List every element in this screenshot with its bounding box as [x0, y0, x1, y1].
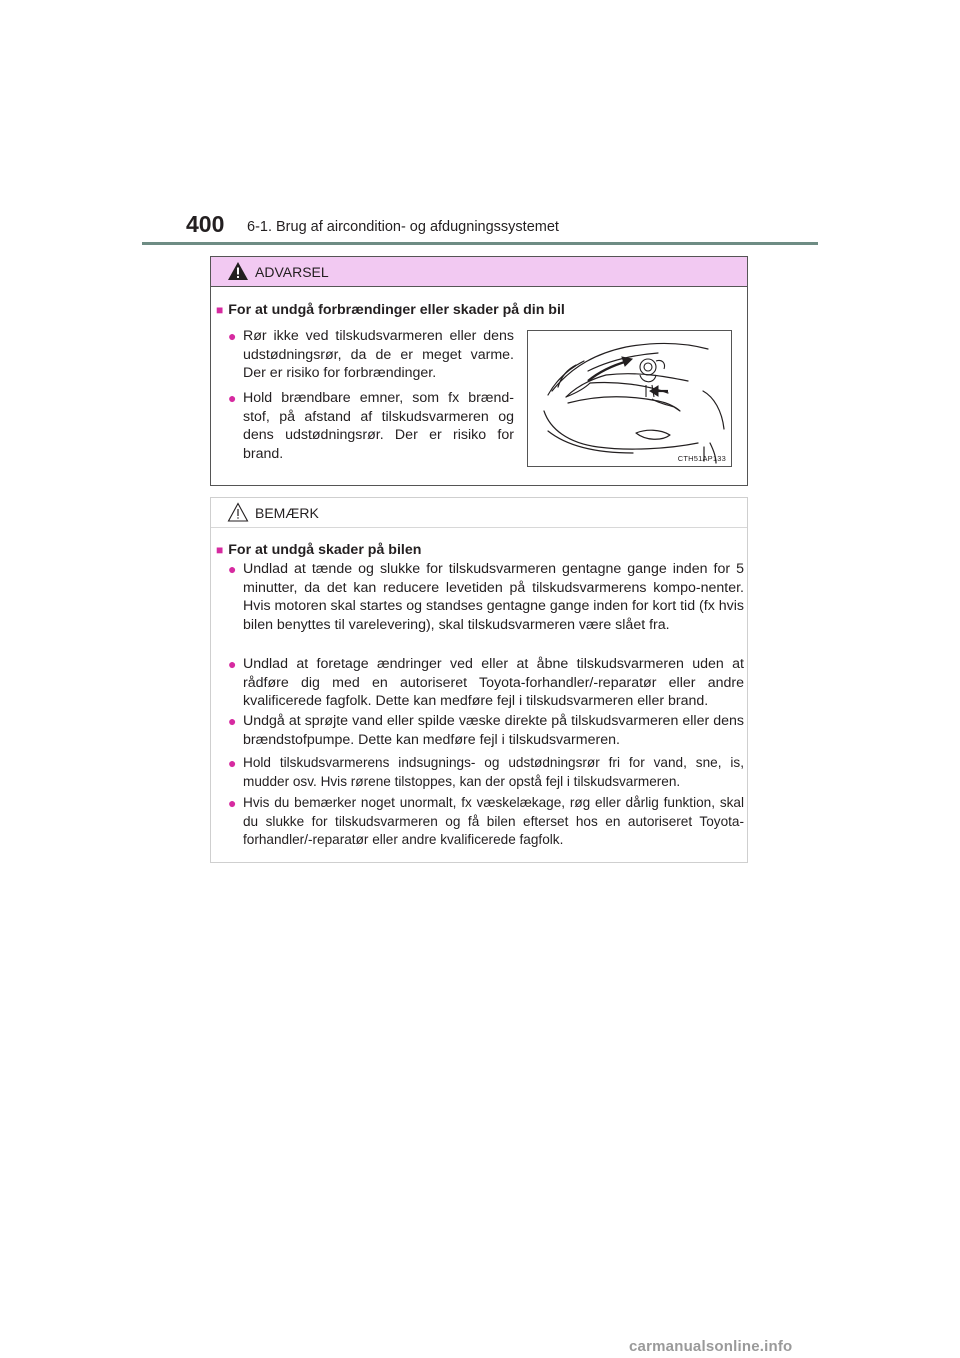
warning-triangle-icon [227, 260, 249, 282]
caution-bullet-text: Undlad at tænde og slukke for tilskudsvarmeren gentagne gange inden for 5 minutter, da det kan reducere levetiden på tilskudsvarmerens kompo-nenter. Hvis motoren skal startes og standses gentagne gange inden for kort tid (fx hvis bilen benyttes til varelevering), skal tilskudsvarmeren være slået fra. [243, 561, 744, 633]
warning-bullet [228, 389, 514, 463]
warning-bullet-text: Hold brændbare emner, som fx brænd-stof, på afstand af tilskudsvarmeren og dens udstødningsrør. Der er risiko for brand. [243, 390, 514, 462]
bullet-dot-icon: ● [228, 390, 237, 406]
bullet-dot-icon: ● [228, 561, 237, 577]
watermark: carmanualsonline.info [629, 1338, 793, 1355]
caution-bullet-text: Undlad at foretage ændringer ved eller at åbne tilskudsvarmeren uden at rådføre dig med en autoriseret Toyota-forhandler/-reparatør eller andre kvalificerede fagfolk. Dette kan medføre fejl i tilskudsvarmeren eller brand. [243, 656, 744, 709]
header-rule [142, 242, 818, 245]
section-title: 6-1. Brug af aircondition- og afdugningssystemet [247, 219, 559, 235]
caution-header [211, 498, 747, 528]
page-number: 400 [186, 211, 225, 237]
bullet-dot-icon: ● [228, 713, 237, 729]
illustration-code: CTH51AP133 [677, 454, 726, 463]
square-bullet-icon: ■ [216, 543, 224, 557]
caution-bullet [228, 794, 744, 850]
warning-heading [216, 301, 565, 319]
heater-location-illustration [527, 330, 732, 467]
bullet-dot-icon: ● [228, 755, 237, 771]
caution-triangle-icon [227, 501, 249, 523]
warning-label: ADVARSEL [255, 264, 329, 280]
caution-label: BEMÆRK [255, 505, 319, 521]
caution-bullet [228, 754, 744, 791]
warning-heading-text: For at undgå forbrændinger eller skader på din bil [228, 302, 565, 318]
caution-bullet-text: Undgå at sprøjte vand eller spilde væske direkte på tilskudsvarmeren eller dens brændstofpumpe. Dette kan medføre fejl i tilskudsvarmeren. [243, 713, 744, 748]
bullet-dot-icon: ● [228, 795, 237, 811]
caution-bullet [228, 560, 744, 634]
bullet-dot-icon: ● [228, 328, 237, 344]
warning-bullet [228, 327, 514, 383]
caution-bullet-text: Hold tilskudsvarmerens indsugnings- og udstødningsrør fri for vand, sne, is, mudder osv. Hvis rørene tilstoppes, kan der opstå fejl i tilskudsvarmeren. [243, 755, 744, 789]
caution-box [210, 497, 748, 863]
bullet-dot-icon: ● [228, 656, 237, 672]
caution-bullet [228, 712, 744, 749]
warning-header [211, 257, 747, 287]
caution-heading-text: For at undgå skader på bilen [228, 542, 422, 558]
caution-heading [216, 541, 421, 559]
warning-bullet-text: Rør ikke ved tilskudsvarmeren eller dens udstødningsrør, da de er meget varme. Der er risiko for forbrændinger. [243, 328, 514, 381]
warning-box [210, 256, 748, 486]
square-bullet-icon: ■ [216, 303, 224, 317]
caution-bullet [228, 655, 744, 711]
car-front-drawing [528, 331, 731, 466]
caution-bullet-text: Hvis du bemærker noget unormalt, fx væskelækage, røg eller dårlig funktion, skal du slukke for tilskudsvarmeren og få bilen efterset hos en autoriseret Toyota-forhandler/-reparatør eller andre kvalificerede fagfolk. [243, 795, 744, 847]
